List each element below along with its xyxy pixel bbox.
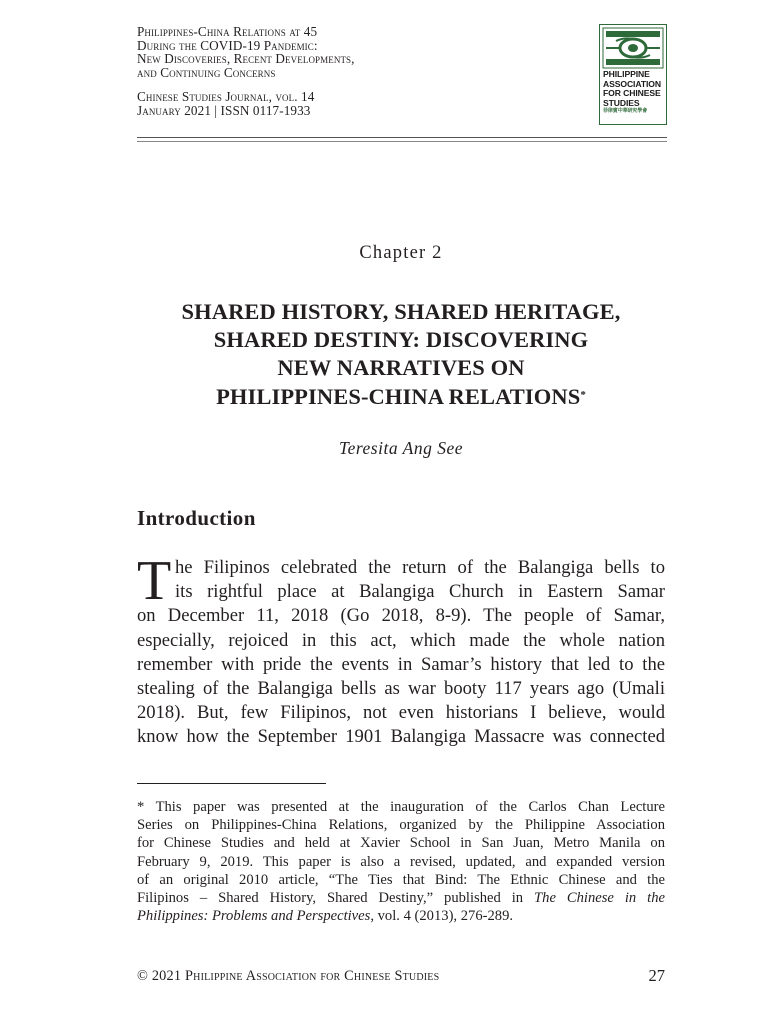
journal-issue: January 2021 | ISSN 0117-1933 bbox=[137, 102, 311, 118]
running-header bbox=[137, 25, 577, 118]
title-line: SHARED HISTORY, SHARED HERITAGE, bbox=[181, 299, 621, 324]
header-line: Philippines-China Relations at 45 bbox=[137, 24, 318, 39]
body-line: especially, rejoiced in this act, which made the whole nation bbox=[137, 629, 665, 651]
logo-chinese-text: 菲律賓中華研究學會 bbox=[603, 108, 648, 115]
pacs-emblem-icon bbox=[602, 27, 664, 69]
footnote-line: for Chinese Studies and held at Xavier School in San Juan, Metro Manila on bbox=[137, 835, 665, 852]
footnote-rule bbox=[137, 783, 326, 784]
body-line: 2018). But, few Filipinos, not even historians I believe, would bbox=[137, 702, 665, 724]
article-title bbox=[110, 298, 692, 411]
header-line: New Discoveries, Recent Developments, bbox=[137, 51, 355, 67]
footnote-line: February 9, 2019. This paper is also a revised, updated, and expanded version bbox=[137, 853, 665, 870]
header-line: and Continuing Concerns bbox=[137, 64, 276, 80]
footnote-line: of an original 2010 article, “The Ties that Bind: The Ethnic Chinese and the bbox=[137, 871, 665, 888]
header-line: During the COVID-19 Pandemic: bbox=[137, 37, 318, 53]
title-line: SHARED DESTINY: DISCOVERING bbox=[213, 327, 589, 353]
footnote-book-title: Philippines: Problems and Perspectives bbox=[137, 908, 371, 925]
footnote-book-title: The Chinese in the bbox=[534, 889, 665, 906]
body-line: on December 11, 2018 (Go 2018, 8-9). The people of Samar, bbox=[137, 605, 665, 627]
footnote-line: Series on Philippines-China Relations, organized by the Philippine Association bbox=[137, 817, 665, 834]
pacs-logo bbox=[599, 24, 667, 125]
drop-cap: T bbox=[137, 550, 172, 612]
body-line: its rightful place at Balangiga Church in Eastern Samar bbox=[175, 581, 665, 603]
section-heading: Introduction bbox=[137, 506, 256, 530]
copyright-footer: © 2021 Philippine Association for Chinese Studies bbox=[137, 968, 440, 984]
author-name: Teresita Ang See bbox=[338, 438, 463, 458]
footnote-line bbox=[137, 889, 665, 907]
footnote-line bbox=[137, 907, 665, 925]
footnote-text: , vol. 4 (2013), 276-289. bbox=[370, 908, 514, 925]
footnote-line: * This paper was presented at the inauguration of the Carlos Chan Lecture bbox=[137, 799, 665, 815]
title-line-last bbox=[110, 383, 692, 411]
footnote bbox=[137, 798, 665, 925]
body-line: know how the September 1901 Balangiga Massacre was connected bbox=[137, 726, 665, 748]
page-number: 27 bbox=[648, 966, 665, 985]
header-rule bbox=[137, 141, 667, 142]
body-line: remember with pride the events in Samar’s history that led to the bbox=[137, 653, 665, 675]
title-line: NEW NARRATIVES ON bbox=[277, 355, 525, 381]
journal-name: Chinese Studies Journal, vol. 14 bbox=[137, 89, 315, 105]
body-paragraph bbox=[137, 550, 665, 750]
title-footnote-mark: * bbox=[580, 388, 586, 401]
body-line: stealing of the Balangiga bells as war booty 117 years ago (Umali bbox=[137, 677, 665, 699]
logo-text-line: FOR CHINESE bbox=[603, 88, 661, 99]
logo-text-line: ASSOCIATION bbox=[603, 78, 661, 89]
title-line: PHILIPPINES-CHINA RELATIONS bbox=[216, 383, 581, 409]
body-line: he Filipinos celebrated the return of the Balangiga bells to bbox=[175, 557, 665, 578]
logo-text-line: PHILIPPINE bbox=[603, 69, 650, 79]
header-rule bbox=[137, 137, 667, 138]
chapter-label: Chapter 2 bbox=[359, 243, 443, 263]
footnote-text: Filipinos – Shared History, Shared Destiny,” published in bbox=[137, 889, 535, 906]
logo-text-line: STUDIES bbox=[603, 97, 640, 108]
